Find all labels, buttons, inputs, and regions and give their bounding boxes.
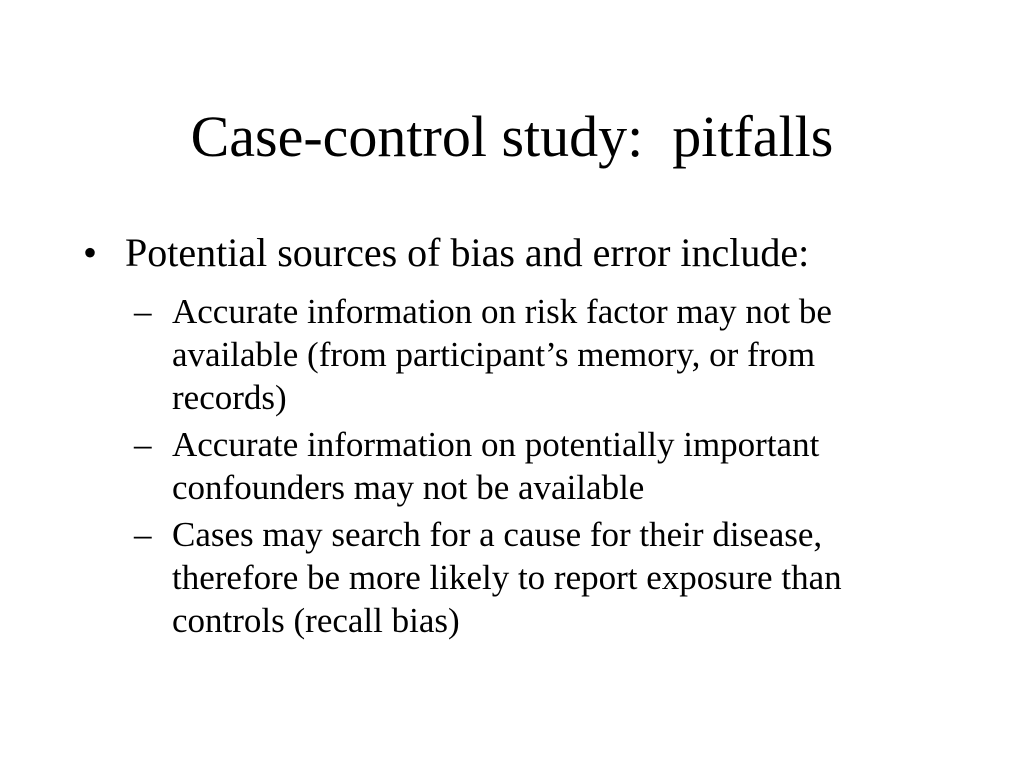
- sub-bullet-line: records): [172, 378, 287, 417]
- dash-marker: –: [134, 292, 152, 331]
- bullet-list: [0, 225, 1024, 646]
- sub-bullet-line: therefore be more likely to report exposure than: [172, 558, 842, 597]
- sub-bullet-item: [0, 423, 1024, 509]
- sub-bullet-line: controls (recall bias): [172, 601, 460, 640]
- sub-bullet-line: Accurate information on risk factor may not be: [172, 292, 832, 331]
- sub-bullet-item: [0, 513, 1024, 642]
- sub-bullet-list: [0, 290, 1024, 642]
- slide-title: Case-control study: pitfalls: [190, 104, 834, 169]
- sub-bullet-line: confounders may not be available: [172, 468, 645, 507]
- sub-bullet-item: [0, 290, 1024, 419]
- dash-marker: –: [134, 515, 152, 554]
- sub-bullet-line: Cases may search for a cause for their disease,: [172, 515, 823, 554]
- bullet-item: [0, 225, 1024, 281]
- sub-bullet-line: available (from participant’s memory, or from: [172, 335, 816, 374]
- dash-marker: –: [134, 425, 152, 464]
- sub-bullet-line: Accurate information on potentially important: [172, 425, 820, 464]
- bullet-text: Potential sources of bias and error include:: [125, 230, 810, 275]
- bullet-marker: •: [83, 230, 98, 275]
